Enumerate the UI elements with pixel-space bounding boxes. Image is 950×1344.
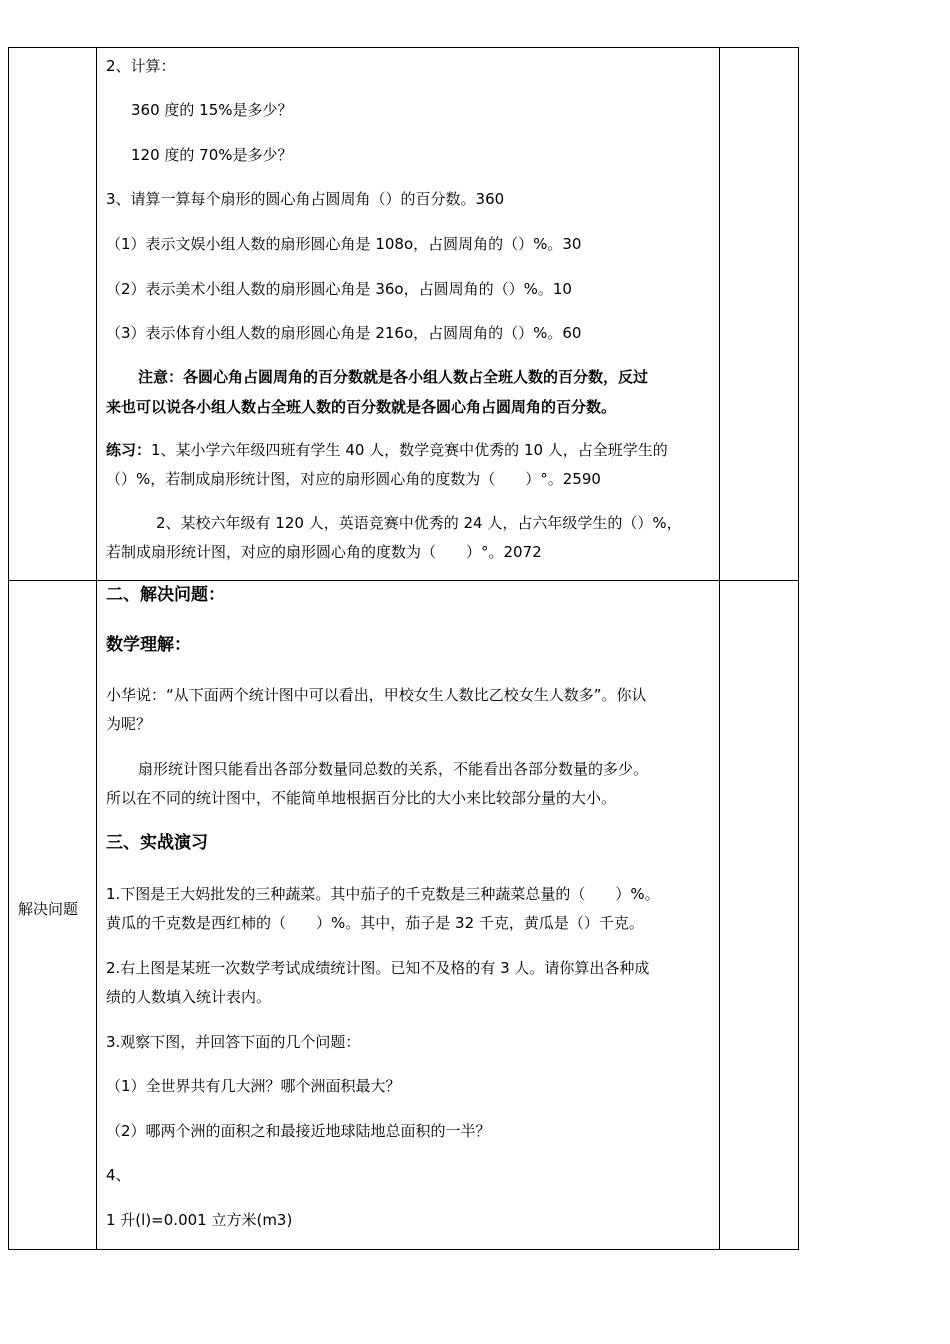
exercise-label: 练习： (106, 441, 152, 459)
table-col-divider-1 (96, 47, 97, 1250)
table-bottom-border (8, 1249, 799, 1250)
calc-question-2: 120 度的 70%是多少？ (131, 146, 293, 164)
table-top-border (8, 47, 799, 48)
xiaohua-line-1: 小华说：“从下面两个统计图中可以看出，甲校女生人数比乙校女生人数多”。你认 (106, 686, 647, 704)
section-3-title: 三、实战演习 (106, 833, 208, 853)
note-line-2: 来也可以说各小组人数占全班人数的百分数就是各圆心角占圆周角的百分数。 (106, 398, 617, 416)
problem-1-line-1: 1.下图是王大妈批发的三种蔬菜。其中茄子的千克数是三种蔬菜总量的（ ）%。 (106, 885, 660, 903)
problem-3-item-2: （2）哪两个洲的面积之和最接近地球陆地总面积的一半？ (106, 1122, 491, 1140)
unit-conversion: 1 升(l)=0.001 立方米(m3) (106, 1211, 293, 1229)
table-col-divider-2 (719, 47, 720, 1250)
problem-2-line-2: 绩的人数填入统计表内。 (106, 988, 272, 1006)
table-right-border (798, 47, 799, 1250)
exercise-2-line-2: 若制成扇形统计图，对应的扇形圆心角的度数为（ ）°。2072 (106, 543, 542, 561)
problem-1-line-2: 黄瓜的千克数是西红柿的（ ）%。其中，茄子是 32 千克，黄瓜是（）千克。 (106, 914, 644, 932)
exercise-1-text: 1、某小学六年级四班有学生 40 人，数学竞赛中优秀的 10 人，占全班学生的 (151, 441, 668, 459)
problem-2-line-1: 2.右上图是某班一次数学考试成绩统计图。已知不及格的有 3 人。请你算出各种成 (106, 959, 650, 977)
question-3-item-3: （3）表示体育小组人数的扇形圆心角是 216o，占圆周角的（）%。60 (106, 324, 582, 342)
note-line-1: 注意：各圆心角占圆周角的百分数就是各小组人数占全班人数的百分数，反过 (138, 368, 649, 386)
problem-4: 4、 (106, 1166, 131, 1184)
question-3-title: 3、请算一算每个扇形的圆心角占圆周角（）的百分数。360 (106, 190, 505, 208)
calc-question-1: 360 度的 15%是多少？ (131, 101, 293, 119)
answer-line-1: 扇形统计图只能看出各部分数量同总数的关系，不能看出各部分数量的多少。 (138, 760, 649, 778)
exercise-2-line-1: 2、某校六年级有 120 人，英语竞赛中优秀的 24 人，占六年级学生的（）%， (156, 514, 682, 532)
xiaohua-line-2: 为呢？ (106, 715, 152, 733)
table-row-divider (8, 580, 799, 581)
math-understanding-title: 数学理解： (106, 635, 191, 655)
calc-title: 2、计算： (106, 57, 176, 75)
exercise-1-line-1 (106, 440, 668, 460)
answer-line-2: 所以在不同的统计图中，不能简单地根据百分比的大小来比较部分量的大小。 (106, 789, 617, 807)
table-left-border (8, 47, 9, 1250)
row-label-solve-problems: 解决问题 (18, 900, 79, 918)
problem-3: 3.观察下图，并回答下面的几个问题： (106, 1033, 361, 1051)
question-3-item-2: （2）表示美术小组人数的扇形圆心角是 36o，占圆周角的（）%。10 (106, 280, 572, 298)
exercise-1-line-2: （）%，若制成扇形统计图，对应的扇形圆心角的度数为（ ）°。2590 (106, 470, 601, 488)
section-2-title: 二、解决问题： (106, 585, 225, 605)
question-3-item-1: （1）表示文娱小组人数的扇形圆心角是 108o，占圆周角的（）%。30 (106, 235, 582, 253)
problem-3-item-1: （1）全世界共有几大洲？哪个洲面积最大？ (106, 1077, 401, 1095)
